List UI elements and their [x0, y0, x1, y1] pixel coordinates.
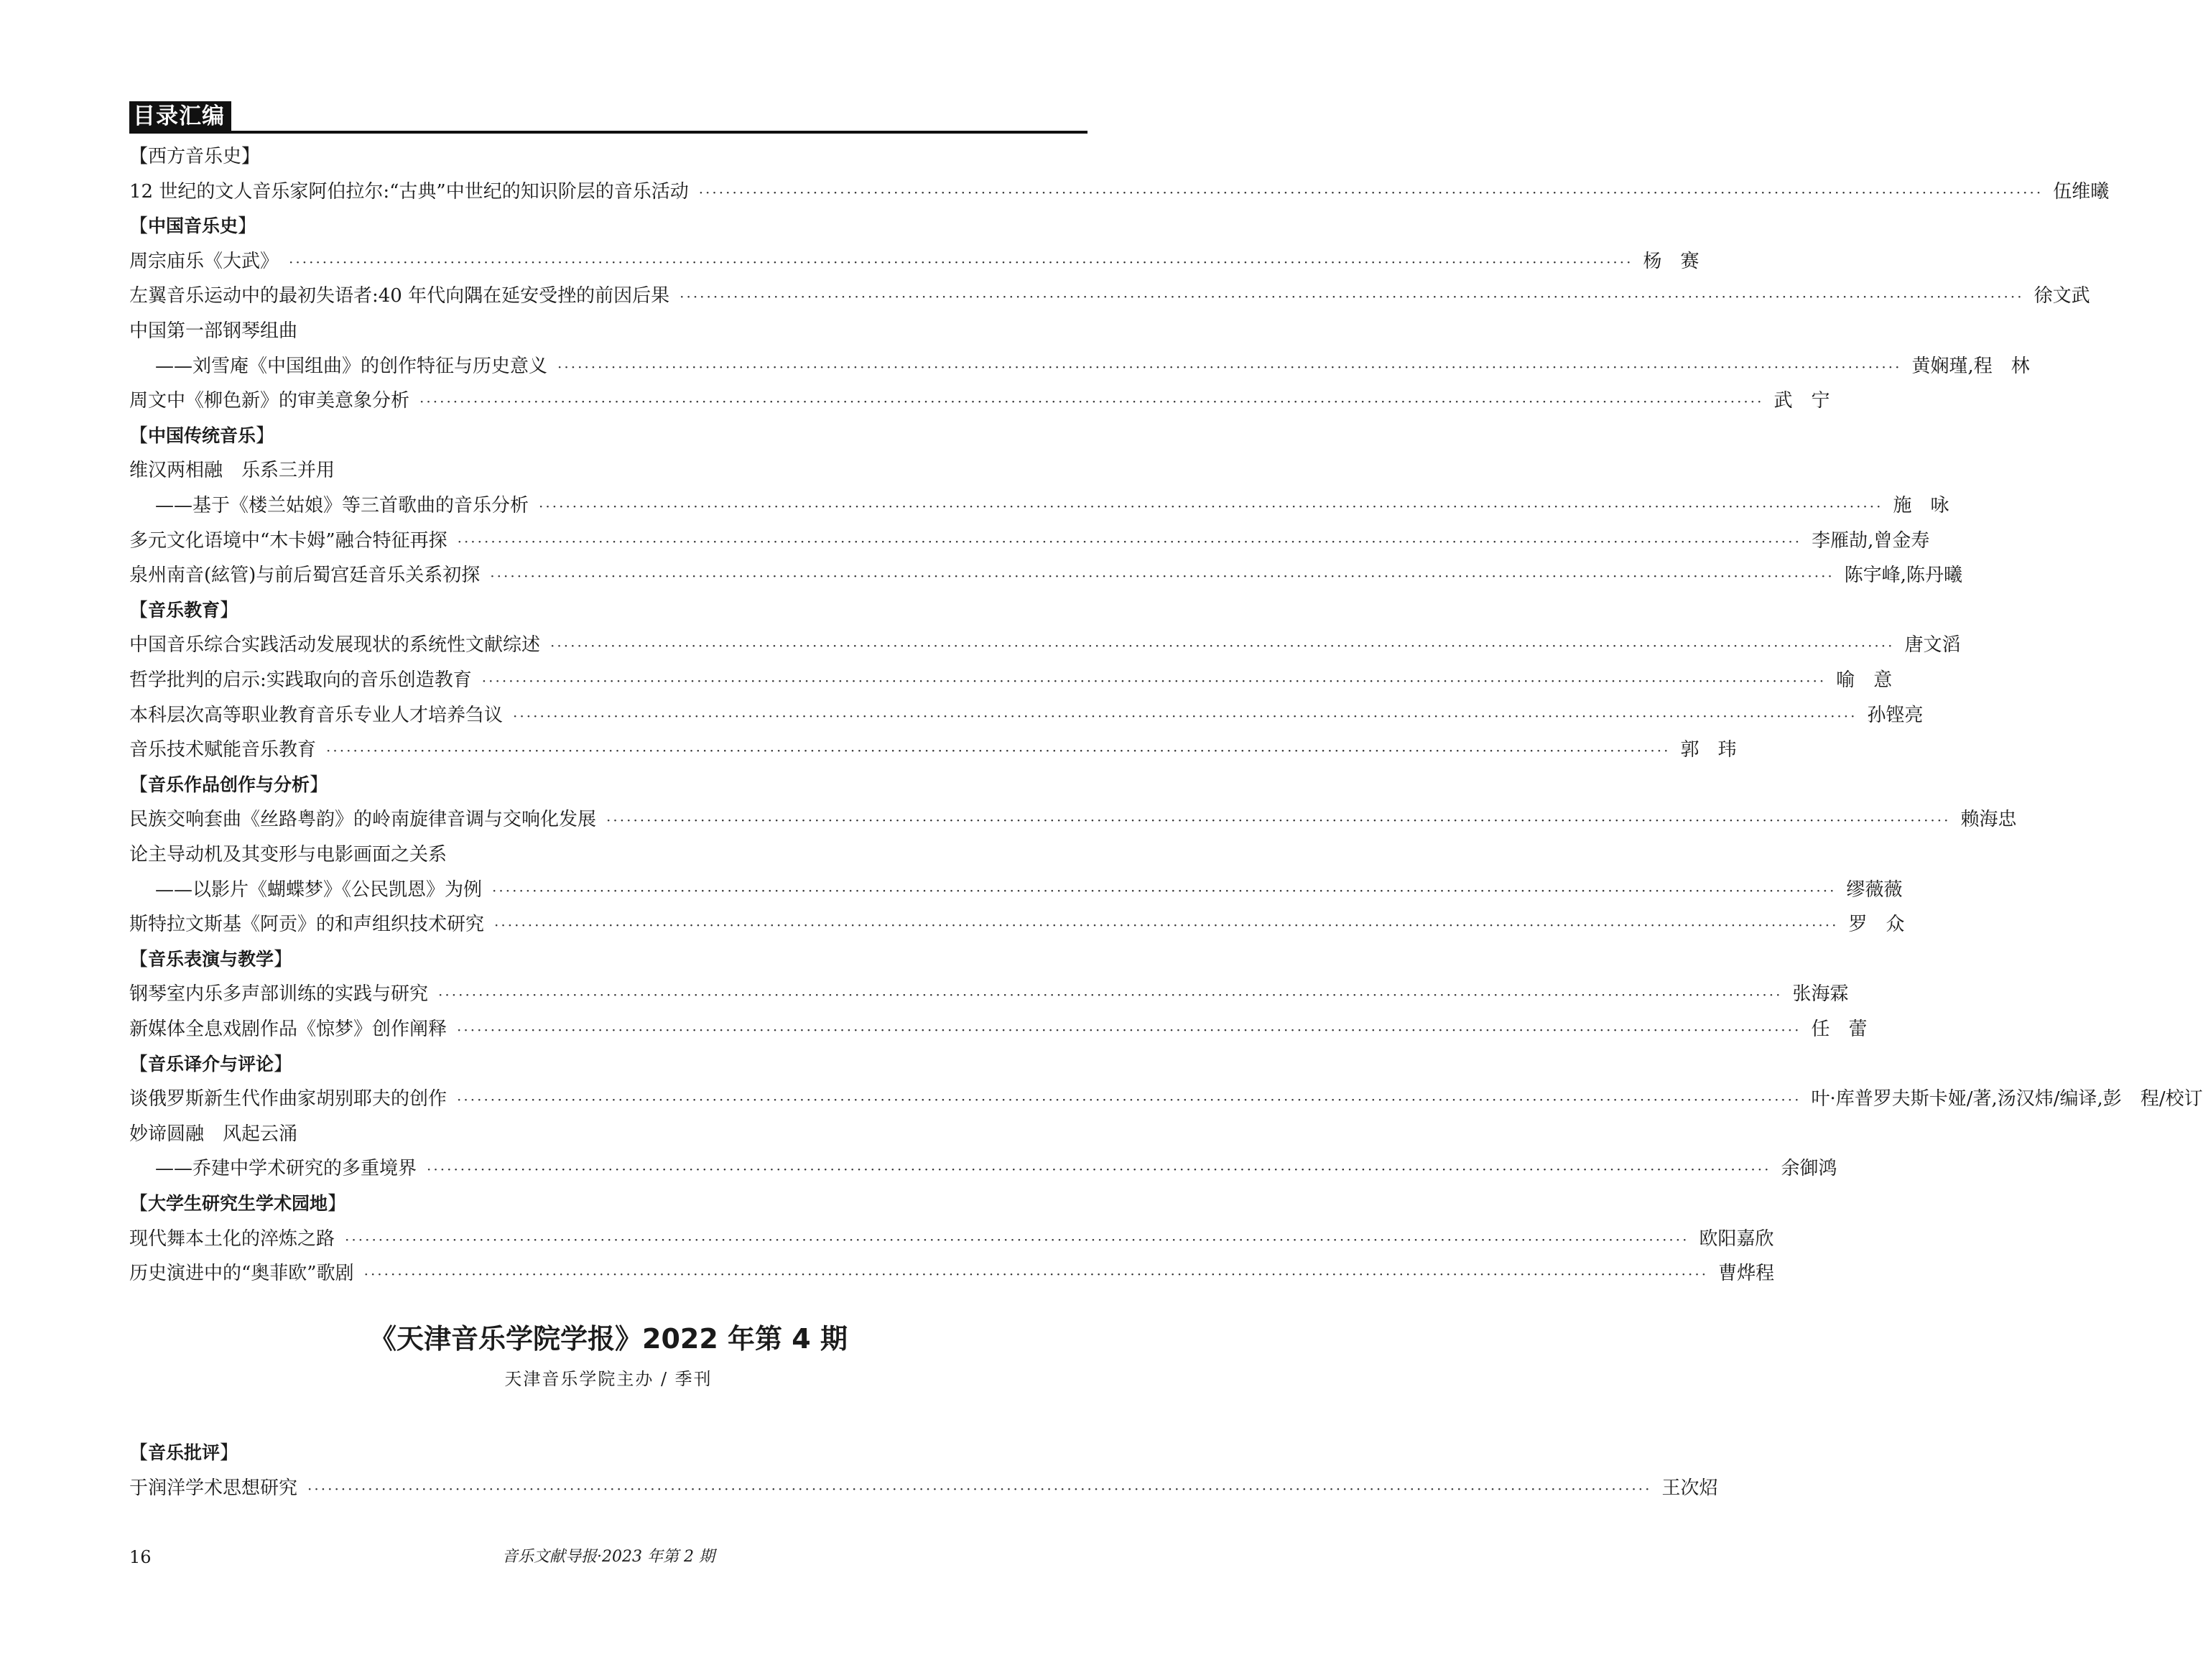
toc-entry — [129, 910, 1905, 939]
bracket: 【 — [129, 948, 149, 970]
dot-leader: ········································································································································································································ — [419, 393, 1764, 411]
dot-leader: ········································································································································································································ — [427, 1161, 1771, 1179]
toc-entry — [129, 1120, 1087, 1148]
bracket: 【 — [129, 215, 149, 238]
page-number: 16 — [129, 1547, 152, 1567]
entry-title: 周文中《柳色新》的审美意象分析 — [129, 390, 410, 412]
entry-author: 缪薇薇 — [1846, 878, 1903, 901]
dot-leader: ········································································································································································································ — [438, 986, 1783, 1004]
entry-author: 伍维曦 — [2053, 180, 2110, 203]
bracket: 【 — [129, 1193, 149, 1215]
section-heading — [129, 1439, 1087, 1467]
toc-entry — [129, 491, 1949, 520]
entry-title: 中国第一部钢琴组曲 — [129, 320, 298, 342]
bracket: 】 — [310, 774, 329, 796]
bracket: 【 — [129, 1442, 149, 1464]
bracket: 】 — [274, 1053, 293, 1075]
bracket: 】 — [238, 215, 257, 238]
dot-leader: ········································································································································································································ — [363, 1266, 1709, 1284]
toc-entry — [129, 386, 1830, 415]
section-heading — [129, 596, 1087, 625]
dot-leader: ········································································································································································································ — [494, 916, 1839, 934]
journal-title: 《天津音乐学院学报》2022 年第 4 期 — [369, 1323, 848, 1355]
dot-leader: ········································································································································································································ — [513, 707, 1858, 725]
bracket: 】 — [256, 424, 275, 447]
entry-title: 论主导动机及其变形与电影画面之关系 — [129, 844, 447, 865]
section-name: 西方音乐史 — [148, 146, 242, 167]
dot-leader: ········································································································································································································ — [457, 1091, 1801, 1109]
entry-title: 历史演进中的“奥菲欧”歌剧 — [129, 1263, 354, 1285]
section-name: 中国音乐史 — [148, 215, 238, 237]
entry-title: 维汉两相融 乐系三并用 — [129, 460, 335, 482]
entry-title: 中国音乐综合实践活动发展现状的系统性文献综述 — [129, 634, 541, 656]
entry-author: 王次炤 — [1661, 1477, 1718, 1499]
entry-author: 武 宁 — [1773, 390, 1830, 412]
entry-title: 谈俄罗斯新生代作曲家胡别耶夫的创作 — [129, 1088, 447, 1110]
section-name: 音乐批评 — [148, 1442, 221, 1463]
dot-leader: ········································································································································································································ — [307, 1480, 1652, 1498]
toc-entry — [129, 282, 2090, 310]
section-name: 音乐表演与教学 — [148, 948, 274, 970]
entry-author: 徐文武 — [2033, 285, 2090, 307]
dot-leader: ········································································································································································································ — [680, 288, 2024, 306]
section-name: 大学生研究生学术园地 — [148, 1193, 328, 1214]
entry-title: 现代舞本土化的淬炼之路 — [129, 1227, 335, 1250]
toc-entry — [129, 980, 1849, 1008]
entry-author: 施 咏 — [1893, 495, 1949, 516]
bracket: 【 — [129, 424, 149, 447]
section-heading — [129, 1050, 1087, 1079]
dot-leader: ········································································································································································································ — [490, 567, 1835, 585]
section-name: 音乐教育 — [148, 599, 221, 621]
toc-entry — [129, 701, 1924, 730]
entry-title: 左翼音乐运动中的最初失语者:40 年代向隅在延安受挫的前因后果 — [129, 285, 670, 307]
entry-author: 曹烨程 — [1718, 1263, 1775, 1285]
entry-title: ——以影片《蝴蝶梦》《公民凯恩》为例 — [155, 878, 483, 901]
toc-entry — [129, 735, 1737, 764]
entry-author: 张海霖 — [1792, 983, 1849, 1006]
bracket: 】 — [328, 1193, 347, 1215]
entry-author: 孙铿亮 — [1867, 704, 1924, 726]
toc-entry — [129, 526, 1930, 555]
entry-author: 欧阳嘉欣 — [1699, 1227, 1774, 1250]
section-name: 音乐作品创作与分析 — [148, 774, 310, 795]
section-heading — [129, 945, 1087, 974]
section-heading — [129, 142, 1087, 171]
toc-entry — [129, 876, 1903, 904]
entry-author: 叶·库普罗夫斯卡娅/著,汤汉炜/编译,彭 程/校订 — [1811, 1088, 2203, 1110]
toc-entry — [129, 247, 1699, 276]
entry-author: 赖海忠 — [1960, 809, 2017, 831]
bracket: 【 — [129, 599, 149, 621]
toc-entry — [129, 1474, 1718, 1503]
bracket: 】 — [220, 599, 239, 621]
toc-entry — [129, 1154, 1837, 1183]
entry-title: 音乐技术赋能音乐教育 — [129, 739, 317, 761]
entry-title: 斯特拉文斯基《阿贡》的和声组织技术研究 — [129, 914, 485, 936]
toc-entry — [129, 1259, 1775, 1288]
toc-entry — [129, 666, 1893, 695]
entry-title: ——基于《楼兰姑娘》等三首歌曲的音乐分析 — [155, 495, 529, 516]
section-banner: 目录汇编 — [129, 101, 231, 131]
entry-author: 杨 赛 — [1643, 250, 1699, 272]
dot-leader: ········································································································································································································ — [457, 532, 1802, 550]
dot-leader: ········································································································································································································ — [289, 253, 1633, 271]
toc-entry — [129, 352, 2030, 381]
entry-title: 钢琴室内乐多声部训练的实践与研究 — [129, 983, 429, 1006]
header-rule — [129, 131, 1087, 134]
entry-author: 黄娴瑾,程 林 — [1911, 355, 2030, 377]
entry-title: 民族交响套曲《丝路粤韵》的岭南旋律音调与交响化发展 — [129, 809, 597, 831]
section-heading — [129, 212, 1087, 241]
dot-leader: ········································································································································································································ — [606, 812, 1951, 830]
entry-title: 12 世纪的文人音乐家阿伯拉尔:“古典”中世纪的知识阶层的音乐活动 — [129, 180, 689, 203]
section-name: 中国传统音乐 — [148, 424, 256, 446]
entry-title: 于润洋学术思想研究 — [129, 1477, 298, 1499]
journal-subtitle: 天津音乐学院主办 / 季刊 — [504, 1369, 713, 1389]
dot-leader: ········································································································································································································ — [550, 637, 1895, 655]
dot-leader: ········································································································································································································ — [539, 498, 1883, 515]
dot-leader: ········································································································································································································ — [698, 183, 2044, 201]
toc-entry — [129, 805, 2017, 834]
bracket: 】 — [274, 948, 293, 970]
entry-title: 泉州南音(絃管)与前后蜀宫廷音乐关系初探 — [129, 565, 481, 587]
section-name: 音乐译介与评论 — [148, 1053, 274, 1075]
entry-author: 任 蕾 — [1811, 1018, 1868, 1040]
toc-entry — [129, 1015, 1868, 1044]
entry-title: 妙谛圆融 风起云涌 — [129, 1123, 298, 1145]
dot-leader: ········································································································································································································ — [557, 358, 1902, 376]
bracket: 】 — [241, 146, 261, 167]
entry-author: 余御鸿 — [1781, 1158, 1837, 1180]
running-title: 音乐文献导报·2023 年第 2 期 — [502, 1548, 715, 1566]
toc-entry — [129, 561, 1963, 590]
dot-leader: ········································································································································································································ — [326, 742, 1671, 760]
bracket: 】 — [220, 1442, 239, 1464]
section-heading — [129, 771, 1087, 799]
dot-leader: ········································································································································································································ — [345, 1230, 1689, 1248]
dot-leader: ········································································································································································································ — [457, 1021, 1801, 1039]
entry-title: 哲学批判的启示:实践取向的音乐创造教育 — [129, 669, 472, 691]
entry-author: 陈宇峰,陈丹曦 — [1844, 565, 1963, 587]
bracket: 【 — [129, 146, 149, 167]
entry-title: 新媒体全息戏剧作品《惊梦》创作阐释 — [129, 1018, 447, 1040]
entry-author: 唐文滔 — [1904, 634, 1961, 656]
entry-title: 周宗庙乐《大武》 — [129, 250, 279, 272]
entry-title: 本科层次高等职业教育音乐专业人才培养刍议 — [129, 704, 504, 726]
entry-author: 罗 众 — [1848, 914, 1905, 936]
toc-entry — [129, 1225, 1774, 1253]
entry-title: ——刘雪庵《中国组曲》的创作特征与历史意义 — [155, 355, 548, 377]
entry-title: 多元文化语境中“木卡姆”融合特征再探 — [129, 529, 447, 552]
dot-leader: ········································································································································································································ — [492, 881, 1837, 899]
bracket: 【 — [129, 1053, 149, 1075]
toc-entry — [129, 177, 2110, 206]
toc-entry — [129, 456, 1087, 485]
toc-entry — [129, 840, 1087, 869]
toc-entry — [129, 1085, 2203, 1113]
entry-author: 喻 意 — [1836, 669, 1893, 691]
bracket: 【 — [129, 774, 149, 796]
entry-author: 郭 玮 — [1680, 739, 1737, 761]
toc-entry — [129, 631, 1961, 659]
entry-author: 李雁劼,曾金寿 — [1812, 529, 1930, 552]
toc-entry — [129, 317, 1087, 345]
dot-leader: ········································································································································································································ — [481, 672, 1827, 690]
entry-title: ——乔建中学术研究的多重境界 — [155, 1158, 417, 1180]
section-heading — [129, 422, 1087, 450]
section-heading — [129, 1189, 1087, 1218]
